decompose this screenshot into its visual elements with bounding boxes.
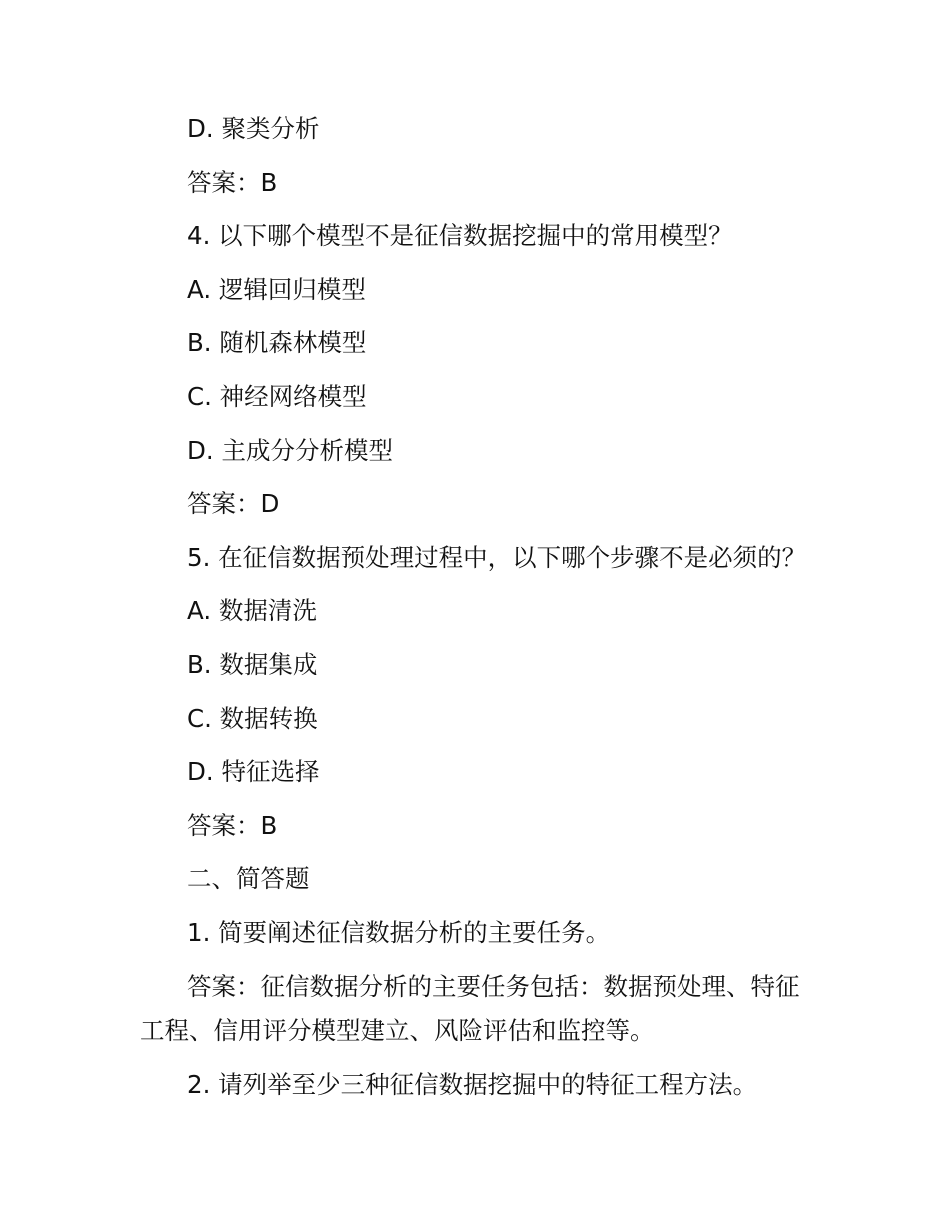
answer-q4: 答案：D (187, 489, 280, 519)
question-4: 4. 以下哪个模型不是征信数据挖掘中的常用模型？ (187, 221, 733, 251)
short-question-2: 2. 请列举至少三种征信数据挖掘中的特征工程方法。 (187, 1069, 758, 1099)
answer-q5: 答案：B (187, 810, 278, 840)
option-d-q5: D. 特征选择 (187, 757, 320, 787)
question-5: 5. 在征信数据预处理过程中，以下哪个步骤不是必须的？ (187, 542, 807, 572)
section-heading: 二、简答题 (187, 864, 310, 894)
option-d-q3: D. 聚类分析 (187, 114, 320, 143)
option-d-q4: D. 主成分分析模型 (187, 435, 393, 465)
option-a-q5: A. 数据清洗 (187, 596, 317, 626)
answer-q3: 答案：B (187, 167, 278, 197)
short-answer-1: 答案：征信数据分析的主要任务包括：数据预处理、特征工程、信用评分模型建立、风险评估和监控等。 (140, 971, 800, 1045)
option-c-q5: C. 数据转换 (187, 703, 318, 733)
option-b-q5: B. 数据集成 (187, 649, 318, 679)
document-content (140, 102, 810, 1111)
option-b-q4: B. 随机森林模型 (187, 328, 367, 358)
short-question-1: 1. 简要阐述征信数据分析的主要任务。 (187, 917, 611, 947)
option-c-q4: C. 神经网络模型 (187, 381, 367, 411)
option-a-q4: A. 逻辑回归模型 (187, 274, 366, 304)
